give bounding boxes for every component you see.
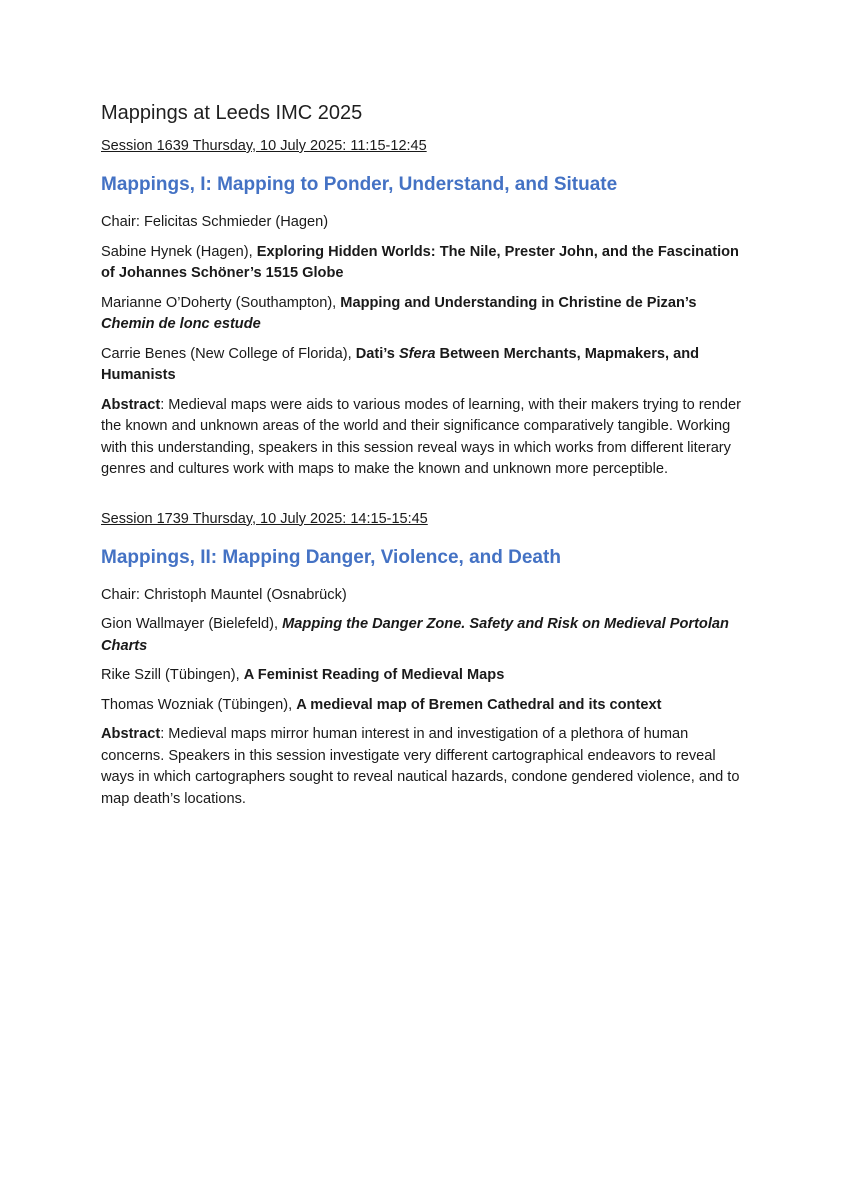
section-spacer	[101, 481, 751, 509]
session-2-paper-1	[101, 614, 751, 657]
paper-speaker: Marianne O’Doherty (Southampton),	[101, 294, 341, 311]
abstract-label: Abstract	[101, 726, 161, 742]
session-1-header: Session 1639 Thursday, 10 July 2025: 11:15-12:45	[101, 138, 427, 154]
session-1-paper-1	[101, 242, 751, 285]
abstract-text: : Medieval maps mirror human interest in and investigation of a plethora of human concerns. Speakers in this session investigate very different cartographical endeavors to reveal ways in which cartographers sought to reveal nautical hazards, condone gendered violence, and to map death’s locations.	[101, 726, 740, 807]
paper-speaker: Sabine Hynek (Hagen),	[101, 243, 257, 260]
paper-speaker: Rike Szill (Tübingen),	[101, 667, 244, 683]
paper-title: A Feminist Reading of Medieval Maps	[243, 667, 505, 683]
session-2-paper-2	[101, 665, 751, 687]
session-1-abstract	[101, 395, 751, 481]
paper-speaker: Gion Wallmayer (Bielefeld),	[101, 616, 283, 632]
paper-title-italic: Chemin de lonc estude	[101, 316, 261, 332]
session-2-chair: Chair: Christoph Mauntel (Osnabrück)	[101, 586, 347, 603]
session-2-paper-3	[101, 695, 751, 717]
paper-speaker: Thomas Wozniak (Tübingen),	[101, 696, 297, 713]
session-1	[101, 136, 751, 481]
session-1-chair: Chair: Felicitas Schmieder (Hagen)	[101, 214, 329, 230]
session-1-paper-3	[101, 344, 751, 387]
paper-title: Mapping and Understanding in Christine de Pizan’s	[340, 294, 697, 311]
document-title: Mappings at Leeds IMC 2025	[101, 102, 363, 124]
paper-title: A medieval map of Bremen Cathedral and its context	[296, 696, 662, 713]
paper-title-italic: Mapping the Danger Zone. Safety and Risk on Medieval Portolan Charts	[101, 616, 729, 654]
paper-speaker: Carrie Benes (New College of Florida),	[101, 345, 356, 362]
paper-title-italic: Sfera	[398, 345, 436, 362]
session-2-title: Mappings, II: Mapping Danger, Violence, and Death	[101, 546, 561, 568]
paper-title-pre: Dati’s	[355, 345, 399, 362]
session-1-title: Mappings, I: Mapping to Ponder, Understand, and Situate	[101, 174, 618, 195]
paper-title: Exploring Hidden Worlds: The Nile, Prester John, and the Fascination of Johannes Schöner’s 1515 Globe	[101, 243, 739, 281]
session-2	[101, 509, 751, 811]
abstract-label: Abstract	[101, 396, 161, 413]
session-1-paper-2	[101, 293, 751, 336]
abstract-text: : Medieval maps were aids to various modes of learning, with their makers trying to render the known and unknown areas of the world and their significance comparatively tangible. Working with this understanding, speakers in this session reveal ways in which works from different literary genres and cultures work with maps to make the known and unknown more perceptible.	[101, 396, 741, 477]
session-2-header: Session 1739 Thursday, 10 July 2025: 14:15-15:45	[101, 510, 428, 527]
paper-title-post: Between Merchants, Mapmakers, and Humanists	[101, 345, 700, 383]
session-2-abstract	[101, 724, 751, 810]
document-page	[101, 100, 751, 810]
